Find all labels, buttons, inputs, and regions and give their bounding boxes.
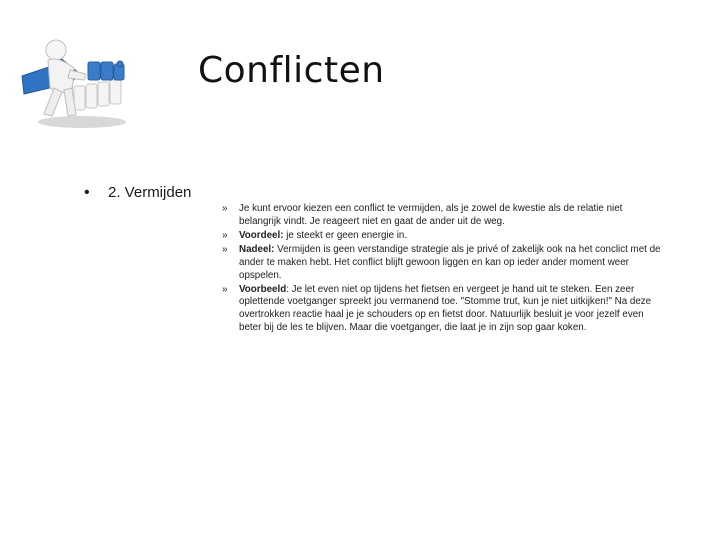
- sub-bullet-list: [222, 203, 662, 336]
- list-item: [222, 230, 662, 243]
- item-bold-label: Voorbeeld: [239, 283, 287, 295]
- slide-title: Conflicten: [198, 50, 385, 91]
- item-text: : Je let even niet op tijdens het fietsen en vergeet je hand uit te steken. Een zeer oplettende voetganger spreekt jou vermanend toe. "Stomme trut, kun je niet uitkijken!" Na deze overtrokken reactie haal je je schouders op en fietst door. Natuurlijk besluit je voor jezelf even beter bij de les te blijven. Maar die voetganger, die laat je in zijn sop gaar koken.: [239, 283, 652, 333]
- item-text: Vermijden is geen verstandige strategie als je privé of zakelijk ook na het conclict met de ander te maken hebt. Het conflict blijft gewoon liggen en kan op ieder ander moment weer opspelen.: [239, 244, 661, 281]
- item-bold-label: Nadeel:: [239, 244, 275, 256]
- person-pushing-puzzle-arrow-icon: [18, 30, 130, 130]
- bullet-symbol: •: [84, 184, 90, 201]
- item-text: Je kunt ervoor kiezen een conflict te vermijden, als je zowel de kwestie als de relatie niet belangrijk vindt. Je reageert niet en gaat de ander uit de weg.: [239, 203, 623, 227]
- list-item: [222, 284, 662, 335]
- main-bullet: [84, 183, 191, 203]
- item-text: je steekt er geen energie in.: [283, 229, 408, 241]
- list-item: [222, 244, 662, 282]
- item-bold-label: Voordeel:: [239, 229, 284, 241]
- bullet-text: 2. Vermijden: [108, 184, 192, 201]
- list-item: [222, 203, 662, 228]
